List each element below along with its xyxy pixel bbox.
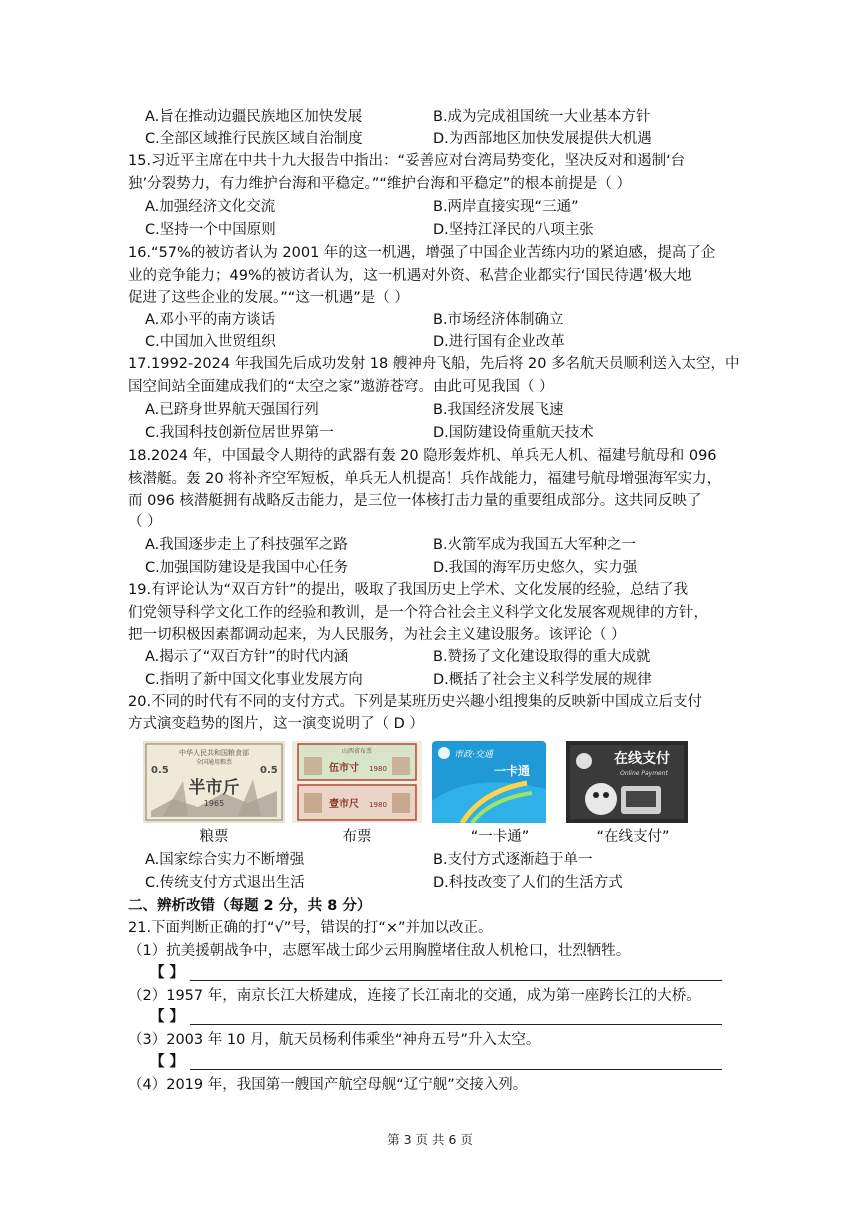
q16-option-d: D.进行国有企业改革 [433,334,565,350]
q21-item1-bracket[interactable]: 【 】 [150,965,185,981]
q20-option-c: C.传统支付方式退出生活 [145,875,305,891]
transit-card-image [432,741,546,823]
q21-item1-answer-line[interactable] [190,980,722,981]
q17-stem-line2: 国空间站全面建成我们的“太空之家”遨游苍穹。由此可见我国（ ） [128,379,554,395]
q21-item3-answer-line[interactable] [190,1069,722,1070]
online-payment-sub: Online Payment [620,770,668,777]
q21-item2: （2）1957 年，南京长江大桥建成，连接了长江南北的交通，成为第一座跨长江的大桥。 [128,988,701,1004]
q17-option-c: C.我国科技创新位居世界第一 [145,425,334,441]
q21-item1: （1）抗美援朝战争中，志愿军战士邱少云用胸膛堵住敌人机枪口，壮烈牺牲。 [128,943,631,959]
q14-option-d: D.为西部地区加快发展提供大机遇 [433,131,652,147]
q15-option-b: B.两岸直接实现“三通” [433,199,579,215]
card-line1: 市政·交通 [454,750,493,760]
q19-stem-line2: 们党领导科学文化工作的经验和教训，是一个符合社会主义科学文化发展客观规律的方针， [128,605,708,621]
q14-option-b: B.成为完成祖国统一大业基本方针 [433,109,651,125]
q19-stem-line3: 把一切积极因素都调动起来，为人民服务，为社会主义建设服务。该评论（ ） [128,627,626,643]
q18-stem-line2: 核潜艇。轰 20 将补齐空军短板，单兵无人机提高！兵作战能力，福建号航母增强海军实力， [128,471,722,487]
q16-option-a: A.邓小平的南方谈话 [145,312,276,328]
q17-option-d: D.国防建设倚重航天技术 [433,425,594,441]
cloth-ticket-top-year: 1980 [369,765,387,773]
q16-stem-line1: 16.“57%的被访者认为 2001 年的这一机遇，增强了中国企业苦练内功的紧迫感，提高了企 [128,245,716,261]
q19-stem-line1: 19.有评论认为“双百方针”的提出，吸取了我国历史上学术、文化发展的经验，总结了我 [128,582,689,598]
q16-stem-line2: 业的竞争能力；49%的被访者认为，这一机遇对外资、私营企业都实行‘国民待遇’极大地 [128,268,692,284]
q18-option-b: B.火箭军成为我国五大军种之一 [433,537,637,553]
grain-ticket-num-left: 0.5 [151,765,169,776]
cloth-ticket-image [292,741,422,823]
q15-option-a: A.加强经济文化交流 [145,199,276,215]
section2-title: 二、辨析改错（每题 2 分，共 8 分） [128,898,372,914]
q15-stem-line1: 15.习近平主席在中共十九大报告中指出：“妥善应对台湾局势变化，坚决反对和遏制‘台 [128,153,686,169]
q21-item2-answer-line[interactable] [190,1024,722,1025]
q21-item3-bracket[interactable]: 【 】 [150,1054,185,1070]
grain-ticket-sub: 全国通用粮票 [195,759,233,766]
q18-stem-line4: （ ） [128,514,162,530]
caption-transit-card: “一卡通” [470,829,530,845]
q20-option-d: D.科技改变了人们的生活方式 [433,875,623,891]
q18-stem-line3: 而 096 核潜艇拥有战略反击能力，是三位一体核打击力量的重要组成部分。这共同反映了 [128,493,702,509]
grain-ticket-header: 中华人民共和国粮食部 [179,749,249,757]
caption-online-payment: “在线支付” [596,829,670,845]
cloth-ticket-top-head: 山西省布票 [341,748,373,755]
q21-stem: 21.下面判断正确的打“√”号，错误的打“×”并加以改正。 [128,920,493,936]
q17-option-a: A.已跻身世界航天强国行列 [145,402,319,418]
q15-option-d: D.坚持江泽民的八项主张 [433,222,594,238]
q17-option-b: B.我国经济发展飞速 [433,402,564,418]
q20-option-b: B.支付方式逐渐趋于单一 [433,852,593,868]
card-line2: 一卡通 [494,764,531,778]
q14-option-a: A.旨在推动边疆民族地区加快发展 [145,109,363,125]
caption-grain-ticket: 粮票 [199,829,229,845]
q19-option-a: A.揭示了“双百方针”的时代内涵 [145,649,349,665]
q21-item3: （3）2003 年 10 月，航天员杨利伟乘坐“神舟五号”升入太空。 [128,1032,541,1048]
cloth-ticket-bottom-year: 1980 [369,801,387,809]
q19-option-b: B.赞扬了文化建设取得的重大成就 [433,649,651,665]
online-payment-title: 在线支付 [614,751,670,767]
q18-option-d: D.我国的海军历史悠久，实力强 [433,560,638,576]
grain-ticket-year: 1965 [203,799,225,808]
q18-stem-line1: 18.2024 年，中国最令人期待的武器有轰 20 隐形轰炸机、单兵无人机、福建号航母和 096 [128,448,717,464]
q18-option-a: A.我国逐步走上了科技强军之路 [145,537,348,553]
caption-cloth-ticket: 布票 [342,829,372,845]
q20-stem-line1: 20.不同的时代有不同的支付方式。下列是某班历史兴趣小组搜集的反映新中国成立后支付 [128,694,703,710]
q20-option-a: A.国家综合实力不断增强 [145,852,305,868]
page-footer: 第 3 页 共 6 页 [387,1132,473,1147]
cloth-ticket-bottom-main: 壹市尺 [329,799,359,810]
grain-ticket-num-right: 0.5 [260,765,278,776]
q16-option-b: B.市场经济体制确立 [433,312,564,328]
grain-ticket-image [143,741,285,823]
grain-ticket-main: 半市斤 [188,778,240,798]
q19-option-d: D.概括了社会主义科学发展的规律 [433,672,652,688]
q15-stem-line2: 独’分裂势力，有力维护台海和平稳定。”“维护台海和平稳定”的根本前提是（ ） [128,176,632,192]
q21-item2-bracket[interactable]: 【 】 [150,1009,185,1025]
q19-option-c: C.指明了新中国文化事业发展方向 [145,672,363,688]
q16-stem-line3: 促进了这些企业的发展。”“这一机遇”是（ ） [128,290,409,306]
q17-stem-line1: 17.1992-2024 年我国先后成功发射 18 艘神舟飞船，先后将 20 多名航天员顺利送入太空，中 [128,356,740,372]
q16-option-c: C.中国加入世贸组织 [145,334,276,350]
cloth-ticket-top-main: 伍市寸 [329,763,359,774]
online-payment-image [566,741,688,823]
q18-option-c: C.加强国防建设是我国中心任务 [145,560,349,576]
q21-item4: （4）2019 年，我国第一艘国产航空母舰“辽宁舰”交接入列。 [128,1077,528,1093]
q20-stem-line2: 方式演变趋势的图片，这一演变说明了（ D ） [128,716,424,732]
q14-option-c: C.全部区域推行民族区域自治制度 [145,131,363,147]
q15-option-c: C.坚持一个中国原则 [145,222,276,238]
